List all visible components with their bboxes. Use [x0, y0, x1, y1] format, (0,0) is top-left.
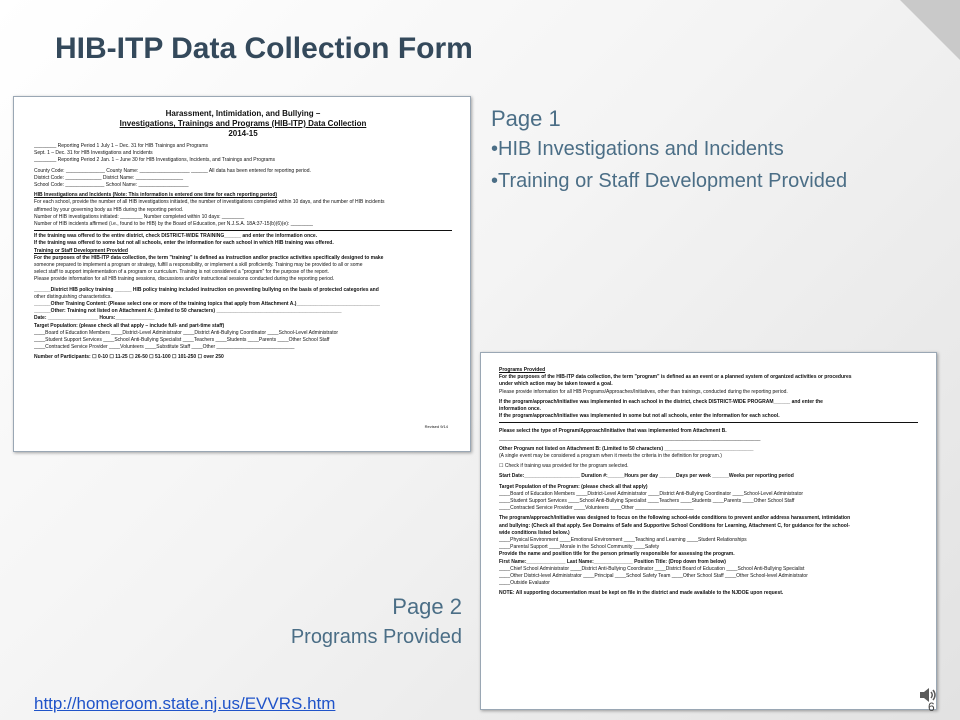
form-line: County Code: ______________ County Name: __________________ ______ All data has been entered for reporting period.: [34, 167, 311, 174]
form-line: under which action may be taken toward a goal.: [499, 381, 613, 388]
form-line: ______District HIB policy training ______ HIB policy training included instruction on preventing bullying on the basis of protected categories and: [34, 286, 379, 293]
form-page-1-lines: [34, 143, 452, 362]
form-line: ____Contracted Service Provider ____Volunteers ____Other _____________________: [499, 505, 694, 512]
form-line: ____Student Support Services ____School Anti-Bullying Specialist ____Teachers ____Students ____Parents ____Other School Staff: [499, 498, 795, 505]
form-line: select staff to support implementation of a program or curriculum. Training is not considered a "program" for the purpose of the report.: [34, 269, 329, 276]
form-divider: [499, 422, 918, 423]
form-line: Number of HIB incidents affirmed (i.e., found to be HIB) by the Board of Education, per N.J.S.A. 18A:37-15(b)(6)(e): ________: [34, 221, 313, 228]
form-line: HIB Investigations and Incidents (Note: This information is entered one time for each reporting period): [34, 192, 278, 199]
form-line: District Code: _____________ District Name: _________________: [34, 174, 183, 181]
form-line: ____Parental Support ____Morale in the School Community ____Safety: [499, 544, 660, 551]
form-year: 2014-15: [228, 129, 258, 138]
form-line: ____Physical Environment ____Emotional Environment ____Teaching and Learning ____Student Relationships: [499, 537, 747, 544]
form-page-1-image: [13, 96, 471, 452]
form-line: For each school, provide the number of all HIB investigations initiated, the number of investigations completed within 10 days, and the number of HIB incidents: [34, 199, 385, 206]
form-line: For the purposes of the HIB-ITP data collection, the term "training" is defined as instruction and/or practice activities specifically designed to make: [34, 254, 384, 261]
form-line: Please select the type of Program/Approach/Initiative that was implemented from Attachment B.: [499, 428, 727, 435]
form-line: School Code: ______________ School Name: __________________: [34, 182, 189, 189]
form-line: affirmed by your governing body as HIB during the reporting period.: [34, 206, 184, 213]
form-line: NOTE: All supporting documentation must be kept on file in the district and made available to the NJDOE upon request.: [499, 590, 784, 597]
form-line: Date: __________________ Hours:______________: [34, 315, 155, 322]
form-line: Other Program not listed on Attachment B: (Limited to 50 characters) ________________________________: [499, 445, 754, 452]
form-line: ☐ Check if training was provided for the program selected.: [499, 463, 629, 470]
form-page-2-lines: [499, 367, 918, 598]
form-line: First Name:______________ Last Name:______________ Position Title: (Drop down from below): [499, 558, 726, 565]
form-line: ____Board of Education Members ____District-Level Administrator ____District Anti-Bullying Coordinator ____School-Level Administrator: [499, 490, 804, 497]
form-line: The program/approach/initiative was designed to focus on the following school-wide conditions to prevent and/or address harassment, intimidation: [499, 515, 851, 522]
form-line: ____Outside Evaluator: [499, 580, 550, 587]
form-line: If the training was offered to some but not all schools, enter the information for each school in which HIB training was offered.: [34, 240, 334, 247]
form-line: If the program/approach/initiative was implemented in some but not all schools, enter the information for each school.: [499, 413, 780, 420]
form-line: and bullying: (Check all that apply. See Domains of Safe and Supportive School Conditions for Learning, Attachment C, for guidance for the school-: [499, 522, 850, 529]
slide-number: 6: [928, 700, 935, 714]
page-2-heading: Page 2: [392, 594, 462, 619]
form-line: If the program/approach/initiative was implemented in each school in the district, check DISTRICT-WIDE PROGRAM______ and enter the: [499, 398, 823, 405]
form-line: Number of Participants: ☐ 0-10 ☐ 11-25 ☐ 26-50 ☐ 51-100 ☐ 101-250 ☐ over 250: [34, 354, 224, 361]
form-line: ______________________________________________________________________________________________: [499, 435, 761, 442]
form-line: Provide the name and position title for the person primarily responsible for assessing the program.: [499, 551, 735, 558]
form-line: Please provide information for all HIB Programs/Approaches/Initiatives, other than trainings, conducted during the reporting period.: [499, 388, 788, 395]
slide-title: HIB-ITP Data Collection Form: [55, 32, 473, 65]
evvrs-link[interactable]: http://homeroom.state.nj.us/EVVRS.htm: [34, 694, 336, 713]
form-line: ____Student Support Services ____School Anti-Bullying Specialist ____Teachers ____Students ____Parents ____Other School Staff: [34, 337, 330, 344]
form-line: Target Population: (please check all that apply – include full- and part-time staff): [34, 322, 225, 329]
form-divider: [34, 230, 452, 231]
corner-decoration: [900, 0, 960, 60]
form-line: ______Other Training Content: (Please select one or more of the training topics that apply from Attachment A.)______________________________: [34, 301, 380, 308]
page-2-subtitle: Programs Provided: [290, 626, 462, 648]
form-line: Programs Provided: [499, 367, 546, 373]
form-line: ____Chief School Administrator ____District Anti-Bullying Coordinator ____District Board of Education ____School Anti-Bullying Specialist: [499, 565, 805, 572]
form-line: Sept. 1 – Dec. 31 for HIB Investigations and Incidents: [34, 150, 153, 157]
revised-note: Revised 9/14: [424, 424, 448, 429]
form-line: ____Other District-level Administrator ____Principal ____School Safety Team ____Other School Staff ____Other School-level Administrator: [499, 573, 808, 580]
form-line: Please provide information for all HIB training sessions, discussions and/or instructional sessions conducted during the reporting period.: [34, 276, 335, 283]
form-line: Target Population of the Program: (please check all that apply): [499, 483, 648, 490]
form-line: ________ Reporting Period 1 July 1 – Dec. 31 for HIB Trainings and Programs: [34, 143, 208, 149]
form-title-line-1: Harassment, Intimidation, and Bullying –: [165, 109, 321, 118]
form-line: ____Contracted Service Provider ____Volunteers ____Substitute Staff ____Other ____________________________: [34, 344, 295, 351]
form-line: information once.: [499, 406, 541, 413]
form-line: If the training was offered to the entire district, check DISTRICT-WIDE TRAINING______ and enter the information once.: [34, 233, 318, 240]
form-line: ______Other: Training not listed on Attachment A: (Limited to 50 characters) _____________________________________________: [34, 308, 342, 315]
form-title-line-2: Investigations, Trainings and Programs (HIB-ITP) Data Collection: [119, 119, 367, 128]
form-line: someone prepared to implement a program or strategy, fulfill a responsibility, or implement a skill proficiently. Training may be provided to all or some: [34, 262, 363, 269]
form-line: ________ Reporting Period 2 Jan. 1 – June 30 for HIB Investigations, Incidents, and Trainings and Programs: [34, 157, 275, 164]
form-line: (A single event may be considered a program when it meets the criteria in the definition for program.): [499, 453, 722, 460]
form-line: other distinguishing characteristics.: [34, 293, 112, 300]
page-1-bullet-1: •HIB Investigations and Incidents: [491, 138, 784, 160]
form-line: wide conditions listed below.): [499, 529, 570, 536]
form-line: ____Board of Education Members ____District-Level Administrator ____District Anti-Bullying Coordinator ____School-Level Administrator: [34, 329, 339, 336]
page-1-bullet-2: •Training or Staff Development Provided: [491, 170, 848, 192]
form-line: Start Date:____________________ Duration #:______Hours per day ______Days per week ______Weeks per reporting period: [499, 473, 794, 480]
form-line: Number of HIB investigations initiated: ________ Number completed within 10 days: ________: [34, 213, 245, 220]
form-line: Training or Staff Development Provided: [34, 247, 128, 254]
form-page-2-image: [480, 352, 937, 710]
page-1-heading: Page 1: [491, 106, 561, 131]
form-line: For the purposes of the HIB-ITP data collection, the term "program" is defined as an event or a planned system of organized activities or procedures: [499, 374, 852, 381]
